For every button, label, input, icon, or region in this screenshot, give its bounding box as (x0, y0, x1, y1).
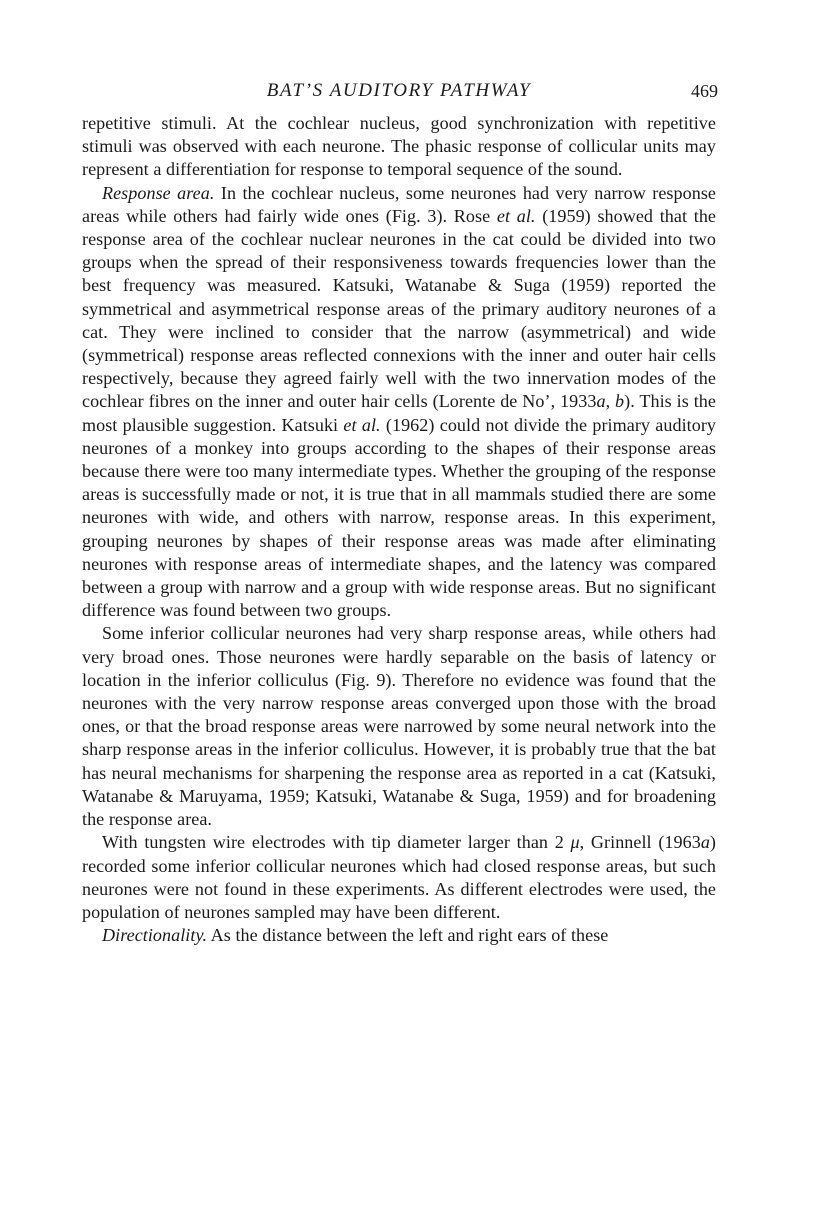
text-span: ) recorded some inferior collicular neurones which had closed response areas, but such neurones were not found in these experiments. As different electrodes were used, the population of neurones sampled may have been different. (82, 832, 716, 922)
running-head (82, 80, 716, 106)
text-span: , (605, 391, 616, 412)
text-span: (1962) could not divide the primary auditory neurones of a monkey into groups according to the shapes of their response areas because there were too many intermediate types. Whether the grouping of the response areas is successfully made or not, it is true that in all mammals studied there are some neurones with wide, and others with narrow, response areas. In this experiment, grouping neurones by shapes of their response areas was made after eliminating neurones with response areas of intermediate shapes, and the latency was compared between a group with narrow and a group with wide response areas. But no significant difference was found between two groups. (82, 414, 716, 621)
text-span: ). This is the most plausible suggestion. Katsuki (82, 391, 716, 435)
section-heading-directionality: Directionality. (102, 925, 208, 946)
text-span: In the cochlear nucleus, some neurones had very narrow response areas while others had fairly wide ones (Fig. 3). Rose (82, 182, 716, 226)
citation-italic: a (596, 391, 606, 412)
paragraph-response-area (82, 182, 716, 623)
citation-italic: et al. (343, 414, 381, 435)
paragraph-directionality (82, 924, 716, 947)
text-span: (1959) showed that the response area of the cochlear nuclear neurones in the cat could be divided into two groups when the spread of their responsiveness towards frequencies lower than the best frequency was measured. Katsuki, Watanabe & Suga (1959) reported the symmetrical and asymmetrical response areas of the primary auditory neurones of a cat. They were inclined to consider that the narrow (asymmetrical) and wide (symmetrical) response areas reflected connexions with the inner and outer hair cells respectively, because they agreed fairly well with the two innervation modes of the cochlear fibres on the inner and outer hair cells (Lorente de No’, 1933 (82, 205, 717, 412)
section-heading-response-area: Response area. (102, 182, 215, 203)
paragraph-3-text: Some inferior collicular neurones had very sharp response areas, while others had very broad ones. Those neurones were hardly separable on the basis of latency or location in the inferior colliculus (Fig. 9). Therefore no evidence was found that the neurones with the very narrow response areas converged upon those with the broad ones, or that the broad response areas were narrowed by some neural network into the sharp response areas in the inferior colliculus. However, it is probably true that the bat has neural mechanisms for sharpening the response area as reported in a cat (Katsuki, Watanabe & Maruyama, 1959; Katsuki, Watanabe & Suga, 1959) and for broadening the response area. (82, 623, 716, 830)
citation-italic: a (700, 832, 710, 853)
text-span: With tungsten wire electrodes with tip diameter larger than 2 (102, 832, 571, 853)
citation-italic: et al. (496, 205, 536, 226)
paragraph-1-text: repetitive stimuli. At the cochlear nucleus, good synchronization with repetitive stimuli was observed with each neurone. The phasic response of collicular units may represent a differentiation for response to temporal sequence of the sound. (82, 113, 716, 180)
paragraph-3 (82, 622, 716, 831)
text-span: , Grinnell (1963 (579, 832, 701, 853)
body-text (82, 112, 716, 947)
greek-mu-symbol: μ (570, 832, 580, 853)
paragraph-4 (82, 831, 716, 924)
page-number: 469 (691, 81, 718, 101)
running-title: BAT’S AUDITORY PATHWAY (266, 80, 532, 101)
text-span: As the distance between the left and right ears of these (207, 925, 609, 946)
citation-italic: b (615, 391, 625, 412)
paragraph-1 (82, 112, 716, 182)
